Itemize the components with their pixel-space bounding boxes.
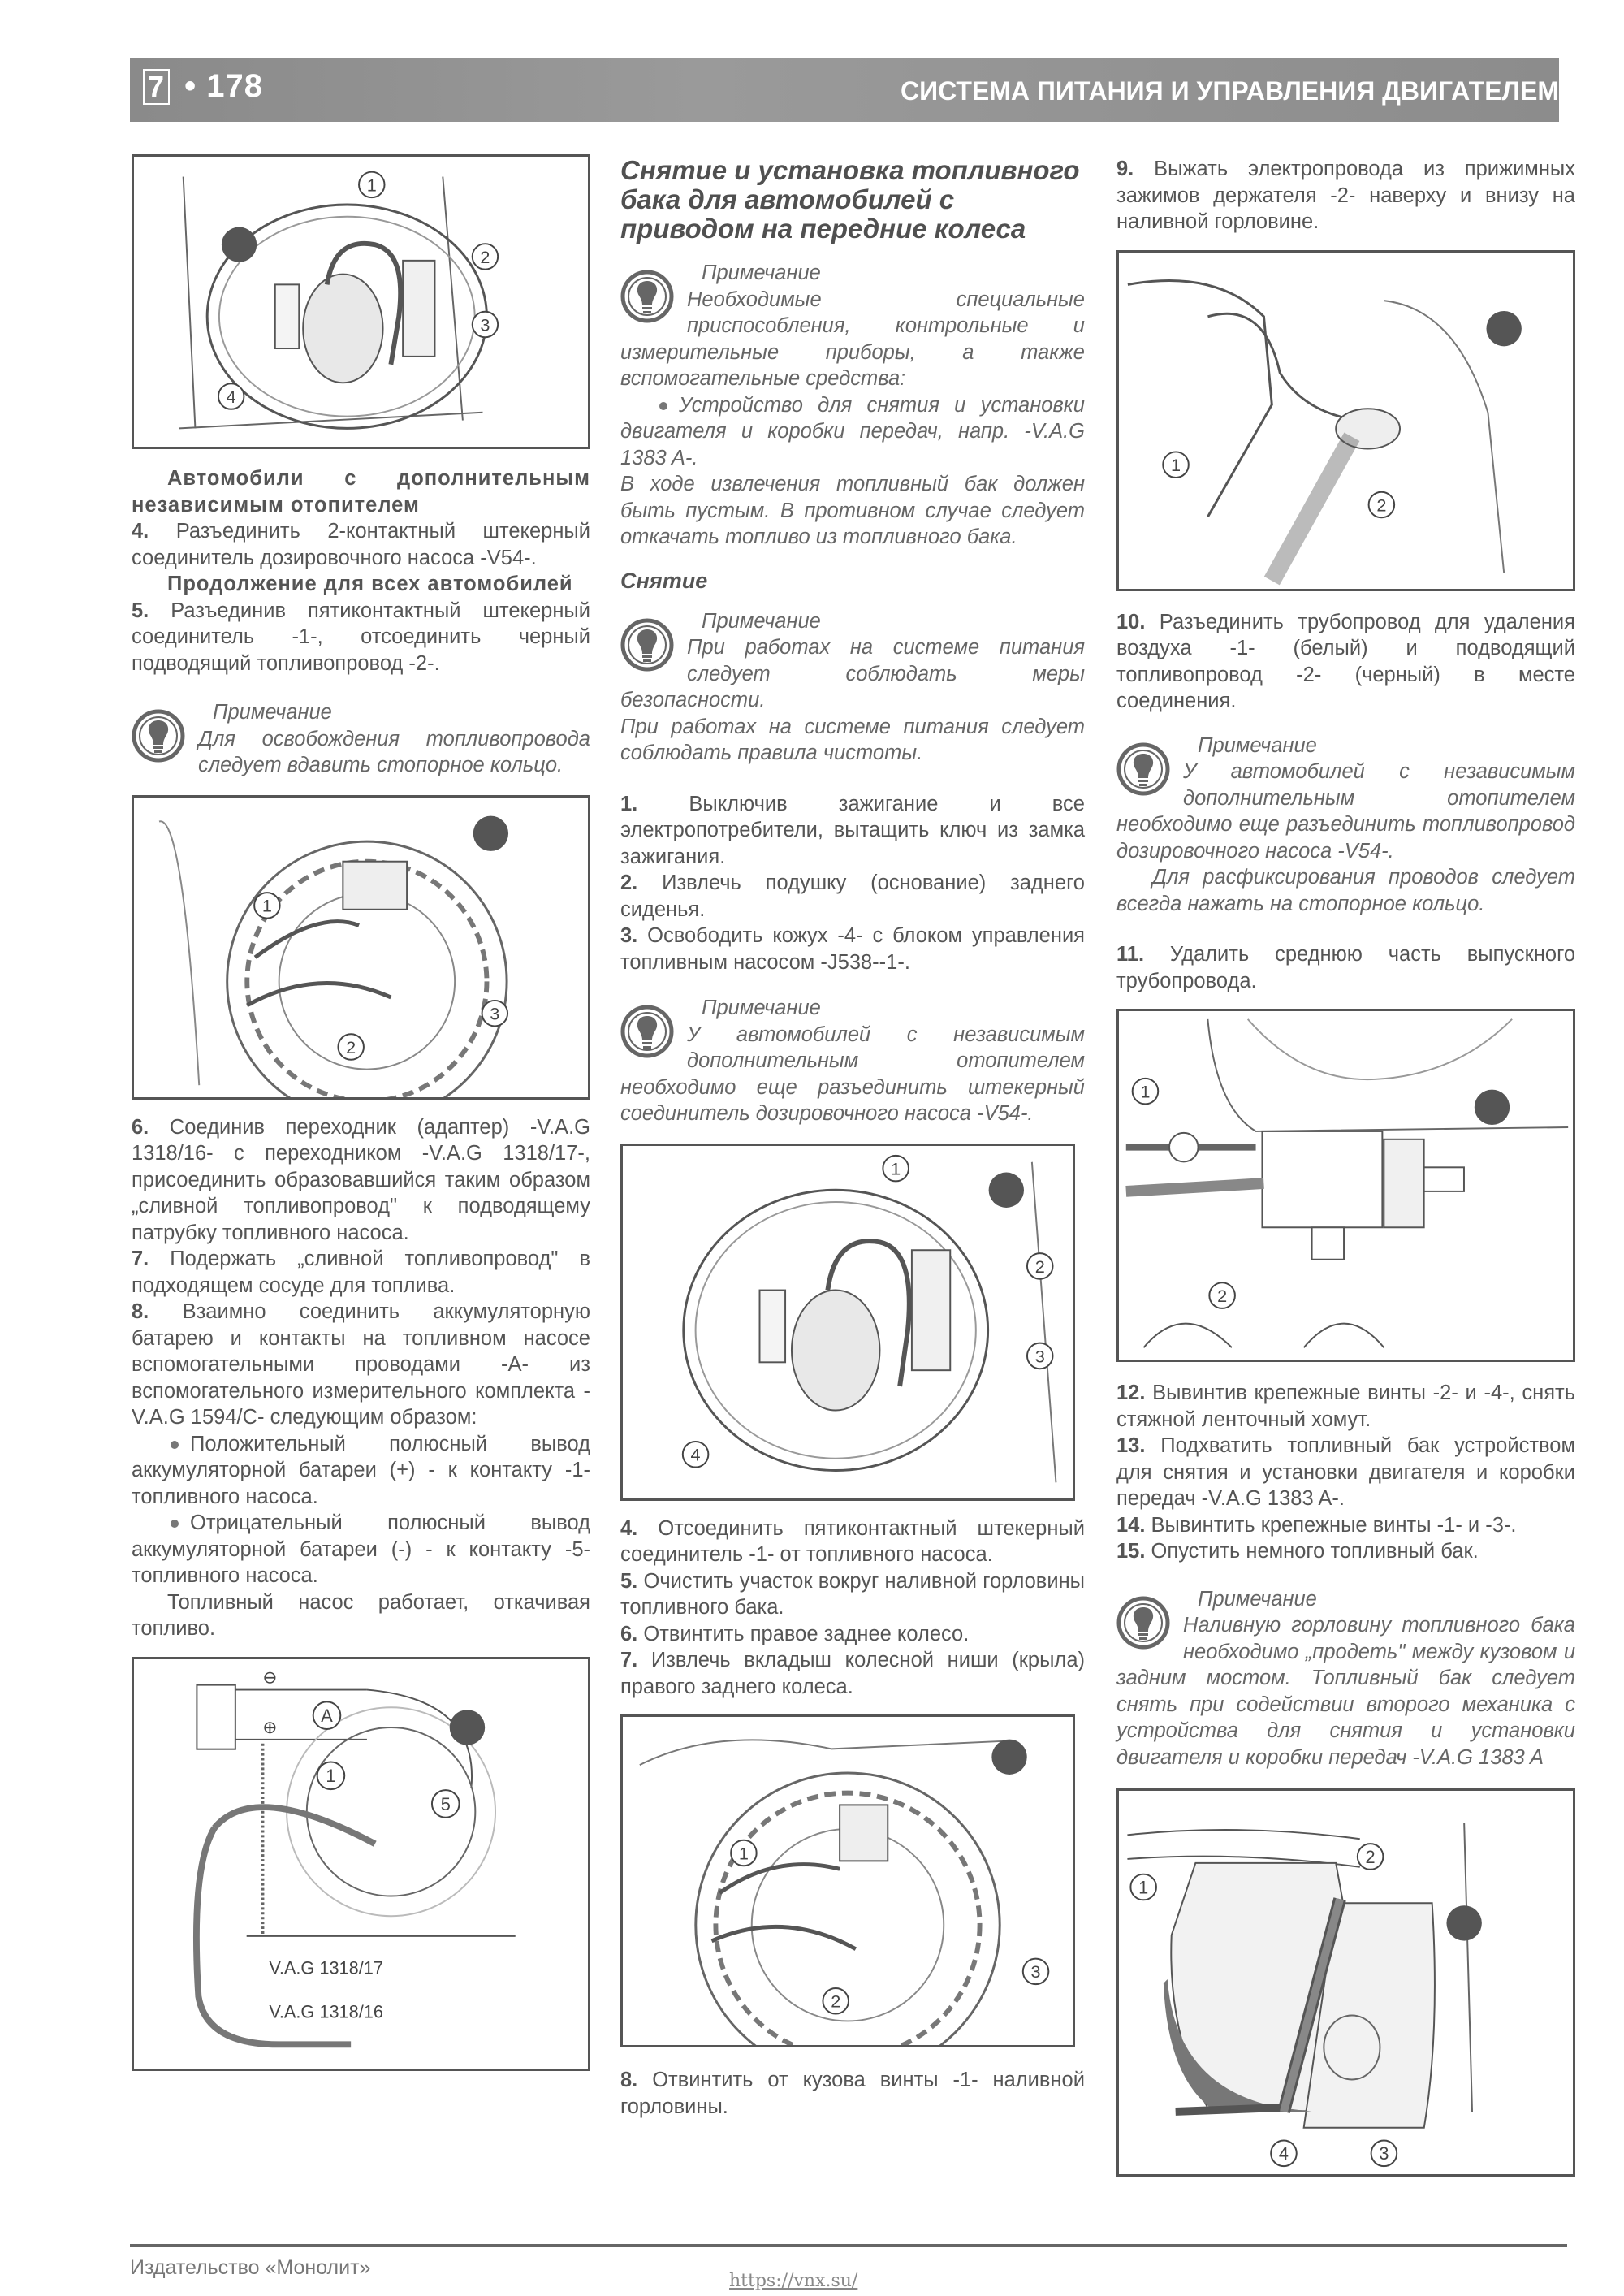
callout-2 bbox=[1027, 1253, 1053, 1279]
subheading-all-cars: Продолжение для всех автомобилей bbox=[167, 573, 573, 595]
step-11: 11. Удалить среднюю часть выпускного трубопровода. bbox=[1116, 943, 1575, 992]
section-title: Снятие и установка топливного бака для автомобилей с приводом на передние колеса bbox=[620, 155, 1080, 244]
note-text: Необходимые специальные приспособления, контрольные и измерительные приборы, а также вспомогательные средства: bbox=[620, 288, 1085, 390]
note-label: Примечание bbox=[1198, 733, 1317, 757]
callout-3 bbox=[1371, 2141, 1397, 2167]
note-text: Наливную горловину топливного бака необходимо „продеть" между кузовом и задним мостом. Топливный бак следует снять при содействии второго механика с устройства для снятия и установки двигателя и коробки передач -V.A.G 1383 A bbox=[1116, 1614, 1575, 1769]
step-12: 12. Вывинтив крепежные винты -2- и -4-, снять стяжной ленточный хомут. bbox=[1116, 1381, 1575, 1431]
column-2 bbox=[620, 156, 1085, 2120]
note-box bbox=[132, 699, 590, 779]
note-text: Для освобождения топливопровода следует вдавить стопорное кольцо. bbox=[198, 727, 590, 776]
callout-3 bbox=[473, 312, 498, 337]
page-separator: • bbox=[184, 68, 197, 104]
callout-2 bbox=[473, 244, 498, 269]
svg-text:2: 2 bbox=[1365, 1846, 1376, 1867]
note-text: При работах на системе питания следует соблюдать меры безопасности. bbox=[620, 636, 1085, 711]
note-label: Примечание bbox=[213, 701, 332, 724]
note-box bbox=[1116, 733, 1575, 918]
svg-text:1: 1 bbox=[261, 895, 272, 916]
callout-1 bbox=[731, 1840, 757, 1866]
step-15: 15. Опустить немного топливный бак. bbox=[1116, 1540, 1479, 1563]
svg-text:1: 1 bbox=[1138, 1877, 1149, 1898]
callout-4 bbox=[218, 383, 244, 409]
step-5: 5. Очистить участок вокруг наливной горловины топливного бака. bbox=[620, 1569, 1085, 1619]
figure-pump-connector bbox=[132, 795, 590, 1100]
lightbulb-icon bbox=[620, 270, 674, 323]
note-label: Примечание bbox=[702, 262, 821, 284]
callout-2 bbox=[1369, 491, 1395, 517]
note-box bbox=[1116, 1586, 1575, 1771]
svg-text:A: A bbox=[321, 1705, 333, 1726]
svg-text:3: 3 bbox=[490, 1003, 500, 1024]
note-box bbox=[620, 260, 1085, 551]
step-10: 10. Разъединить трубопровод для удаления воздуха -1- (белый) и подводящий топливопровод -2- (черный) в месте соединения. bbox=[1116, 610, 1575, 712]
svg-text:4: 4 bbox=[226, 386, 236, 407]
page-number bbox=[143, 68, 263, 105]
step-5: 5. Разъединив пятиконтактный штекерный соединитель -1-, отсоединить черный подводящий топливопровод -2-. bbox=[132, 599, 590, 675]
svg-text:3: 3 bbox=[1034, 1345, 1045, 1366]
figure-pump-lines bbox=[620, 1714, 1075, 2047]
note-extra: При работах на системе питания следует соблюдать правила чистоты. bbox=[620, 715, 1085, 764]
note-box bbox=[620, 995, 1085, 1127]
lightbulb-icon bbox=[620, 618, 674, 672]
step-14: 14. Вывинтить крепежные винты -1- и -3-. bbox=[1116, 1513, 1517, 1537]
callout-4 bbox=[1271, 2141, 1297, 2167]
bullet-icon bbox=[659, 402, 667, 410]
figure-filler-neck bbox=[1116, 250, 1575, 591]
subheading-independent-heater: Автомобили с дополнительным независимым отопителем bbox=[132, 467, 590, 517]
svg-text:4: 4 bbox=[690, 1444, 701, 1465]
note-label: Примечание bbox=[1198, 1587, 1317, 1611]
figure-fuel-filter bbox=[1116, 1009, 1575, 1362]
callout-3 bbox=[1027, 1343, 1053, 1369]
note-text: У автомобилей с независимым дополнительным отопителем необходимо еще разъединить топливопровод дозировочного насоса -V54-. bbox=[1116, 760, 1575, 863]
svg-text:2: 2 bbox=[346, 1036, 356, 1057]
svg-text:3: 3 bbox=[480, 314, 490, 335]
svg-text:5: 5 bbox=[440, 1793, 451, 1814]
removal-subtitle: Снятие bbox=[620, 568, 708, 593]
bullet-positive: Положительный полюсный вывод аккумуляторной батареи (+) - к контакту -1- топливного насоса. bbox=[132, 1432, 590, 1508]
pump-lines-diagram bbox=[623, 1717, 1073, 2045]
callout-3 bbox=[482, 1000, 508, 1025]
step-4: 4. Отсоединить пятиконтактный штекерный соединитель -1- от топливного насоса. bbox=[620, 1516, 1085, 1566]
callout-1 bbox=[1133, 1079, 1159, 1105]
step-3: 3. Освободить кожух -4- с блоком управления топливным насосом -J538--1-. bbox=[620, 924, 1085, 974]
pump-runs-text: Топливный насос работает, откачивая топливо. bbox=[132, 1590, 590, 1640]
drain-setup-diagram bbox=[134, 1659, 588, 2069]
svg-text:3: 3 bbox=[1030, 1961, 1041, 1983]
callout-1 bbox=[1163, 452, 1189, 478]
callout-4 bbox=[683, 1441, 709, 1467]
svg-text:⊕: ⊕ bbox=[262, 1716, 278, 1737]
svg-text:⊖: ⊖ bbox=[262, 1667, 278, 1688]
label-vag-1318-17: V.A.G 1318/17 bbox=[269, 1957, 383, 1978]
filler-neck-diagram bbox=[1119, 253, 1573, 589]
callout-3 bbox=[1023, 1959, 1049, 1985]
note-extra: Для расфиксирования проводов следует всегда нажать на стопорное кольцо. bbox=[1116, 866, 1575, 915]
bullet-icon bbox=[171, 1441, 179, 1449]
step-9: 9. Выжать электропровода из прижимных зажимов держателя -2- наверху и внизу на наливной горловине. bbox=[1116, 158, 1576, 233]
callout-1 bbox=[883, 1155, 909, 1181]
callout-5 bbox=[432, 1790, 460, 1818]
step-6: 6. Соединив переходник (адаптер) -V.A.G 1318/16- с переходником -V.A.G 1318/17-, присоединить образовавшийся таким образом „сливной топливопровод" к подводящему патрубку топливного насоса. bbox=[132, 1115, 590, 1244]
note-label: Примечание bbox=[702, 609, 821, 633]
svg-text:2: 2 bbox=[1217, 1285, 1228, 1306]
note-extra: В ходе извлечения топливный бак должен быть пустым. В противном случае следует откачать топливо из топливного бака. bbox=[620, 473, 1085, 548]
step-1: 1. Выключив зажигание и все электропотребители, вытащить ключ из замка зажигания. bbox=[620, 792, 1085, 868]
lightbulb-icon bbox=[1116, 1596, 1170, 1650]
label-vag-1318-16: V.A.G 1318/16 bbox=[269, 2001, 383, 2022]
callout-2 bbox=[338, 1034, 363, 1059]
step-8: 8. Взаимно соединить аккумуляторную батарею и контакты на топливном насосе вспомогательными проводами -A- из вспомогательного измерительного комплекта -V.A.G 1594/C- следующим образом: bbox=[132, 1300, 590, 1429]
pump-connector-diagram bbox=[134, 798, 588, 1097]
lightbulb-icon bbox=[1116, 742, 1170, 796]
svg-text:2: 2 bbox=[831, 1991, 841, 2012]
step-8: 8. Отвинтить от кузова винты -1- наливной горловины. bbox=[620, 2069, 1085, 2118]
chapter-title: СИСТЕМА ПИТАНИЯ И УПРАВЛЕНИЯ ДВИГАТЕЛЕМ bbox=[900, 76, 1559, 106]
note-box bbox=[620, 608, 1085, 767]
source-url-link[interactable]: https://vnx.su/ bbox=[729, 2271, 858, 2291]
figure-pump-cover bbox=[620, 1144, 1075, 1501]
page-number-value: 178 bbox=[206, 68, 264, 104]
figure-drain-setup bbox=[132, 1657, 590, 2071]
bullet-negative: Отрицательный полюсный вывод аккумуляторной батареи (-) - к контакту -5- топливного насоса. bbox=[132, 1511, 590, 1587]
callout-2 bbox=[823, 1988, 849, 2014]
bullet-icon bbox=[171, 1520, 179, 1528]
svg-text:2: 2 bbox=[480, 246, 490, 267]
step-4: 4. Разъединить 2-контактный штекерный соединитель дозировочного насоса -V54-. bbox=[132, 520, 590, 569]
step-7: 7. Подержать „сливной топливопровод" в подходящем сосуде для топлива. bbox=[132, 1247, 590, 1297]
lightbulb-icon bbox=[620, 1005, 674, 1058]
step-13: 13. Подхватить топливный бак устройством для снятия и установки двигателя и коробки передач -V.A.G 1383 A-. bbox=[1116, 1434, 1575, 1510]
footer-divider bbox=[130, 2244, 1567, 2247]
svg-text:3: 3 bbox=[1379, 2143, 1389, 2164]
note-label: Примечание bbox=[702, 997, 821, 1019]
step-2: 2. Извлечь подушку (основание) заднего сиденья. bbox=[620, 871, 1085, 921]
callout-A bbox=[313, 1701, 341, 1729]
callout-1 bbox=[359, 172, 384, 197]
figure-fuel-pump-top bbox=[132, 154, 590, 449]
lightbulb-icon bbox=[132, 709, 185, 763]
column-1 bbox=[132, 154, 590, 2071]
svg-text:2: 2 bbox=[1034, 1256, 1045, 1277]
fuel-pump-diagram bbox=[134, 157, 588, 447]
svg-text:1: 1 bbox=[1140, 1081, 1151, 1102]
pump-cover-diagram bbox=[623, 1146, 1073, 1498]
callout-1 bbox=[254, 893, 279, 918]
svg-text:4: 4 bbox=[1278, 2143, 1289, 2164]
step-7: 7. Извлечь вкладыш колесной ниши (крыла) правого заднего колеса. bbox=[620, 1649, 1085, 1698]
publisher-name: Издательство «Монолит» bbox=[130, 2256, 371, 2279]
svg-text:2: 2 bbox=[1376, 494, 1387, 515]
svg-text:1: 1 bbox=[738, 1843, 749, 1864]
svg-text:1: 1 bbox=[891, 1158, 901, 1179]
svg-text:1: 1 bbox=[366, 175, 377, 196]
callout-2 bbox=[1358, 1844, 1384, 1870]
figure-fuel-tank bbox=[1116, 1788, 1575, 2177]
svg-text:1: 1 bbox=[326, 1765, 336, 1786]
column-3 bbox=[1116, 156, 1575, 2177]
chapter-number: 7 bbox=[143, 69, 170, 105]
callout-1 bbox=[317, 1762, 345, 1789]
callout-1 bbox=[1130, 1874, 1156, 1900]
note-text: У автомобилей с независимым дополнительным отопителем необходимо еще разъединить штекерный соединитель дозировочного насоса -V54-. bbox=[620, 1023, 1085, 1125]
fuel-tank-diagram bbox=[1119, 1791, 1573, 2174]
callout-2 bbox=[1209, 1282, 1235, 1308]
svg-text:1: 1 bbox=[1171, 454, 1181, 475]
fuel-filter-diagram bbox=[1119, 1011, 1573, 1360]
step-6: 6. Отвинтить правое заднее колесо. bbox=[620, 1622, 970, 1645]
note-bullet: Устройство для снятия и установки двигателя и коробки передач, напр. -V.A.G 1383 A-. bbox=[620, 393, 1085, 469]
